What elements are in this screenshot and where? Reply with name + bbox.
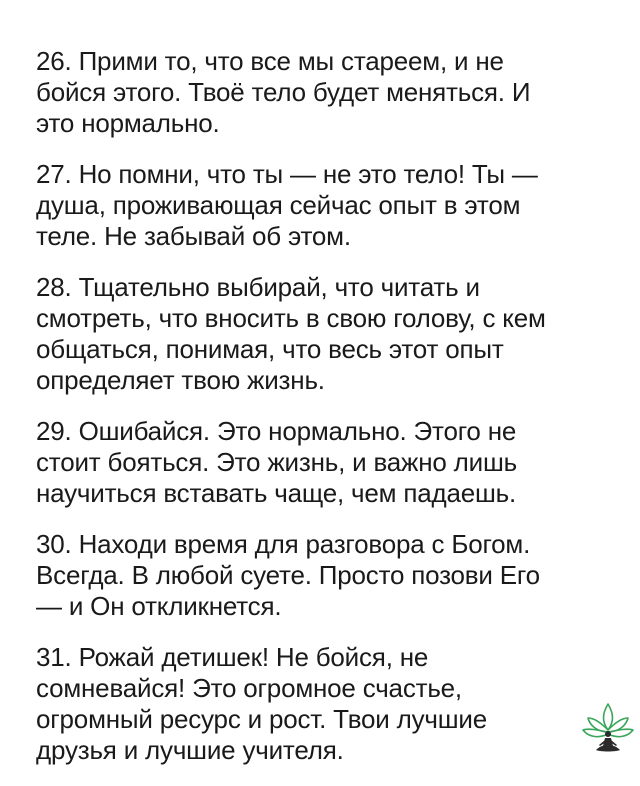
item-line: смотреть, что вносить в свою голову, с кем [36, 303, 546, 333]
item-line: определяет твою жизнь. [36, 365, 325, 395]
list-item-26 [36, 46, 616, 139]
item-line: теле. Не забывай об этом. [36, 221, 351, 251]
item-line: сомневайся! Это огромное счастье, [36, 673, 462, 703]
lotus-meditation-icon [580, 698, 636, 758]
list-item-30 [36, 529, 616, 622]
item-line: научиться вставать чаще, чем падаешь. [36, 478, 517, 508]
item-line: 26. Прими то, что все мы стареем, и не [36, 46, 504, 76]
item-line: 27. Но помни, что ты — не это тело! Ты — [36, 159, 538, 189]
item-line: это нормально. [36, 108, 220, 138]
item-line: — и Он откликнется. [36, 591, 282, 621]
list-item-27 [36, 159, 616, 252]
item-line: Всегда. В любой суете. Просто позови Его [36, 560, 540, 590]
item-line: общаться, понимая, что весь этот опыт [36, 334, 504, 364]
item-line: бойся этого. Твоё тело будет меняться. И [36, 77, 531, 107]
text-page [36, 46, 616, 786]
list-item-28 [36, 272, 616, 396]
item-line: друзья и лучшие учителя. [36, 735, 344, 765]
item-line: 28. Тщательно выбирай, что читать и [36, 272, 480, 302]
item-line: 29. Ошибайся. Это нормально. Этого не [36, 416, 517, 446]
item-line: огромный ресурс и рост. Твои лучшие [36, 704, 488, 734]
list-item-29 [36, 416, 616, 509]
list-item-31 [36, 642, 616, 766]
item-line: стоит бояться. Это жизнь, и важно лишь [36, 447, 517, 477]
item-line: 31. Рожай детишек! Не бойся, не [36, 642, 429, 672]
item-line: душа, проживающая сейчас опыт в этом [36, 190, 521, 220]
item-line: 30. Находи время для разговора с Богом. [36, 529, 531, 559]
